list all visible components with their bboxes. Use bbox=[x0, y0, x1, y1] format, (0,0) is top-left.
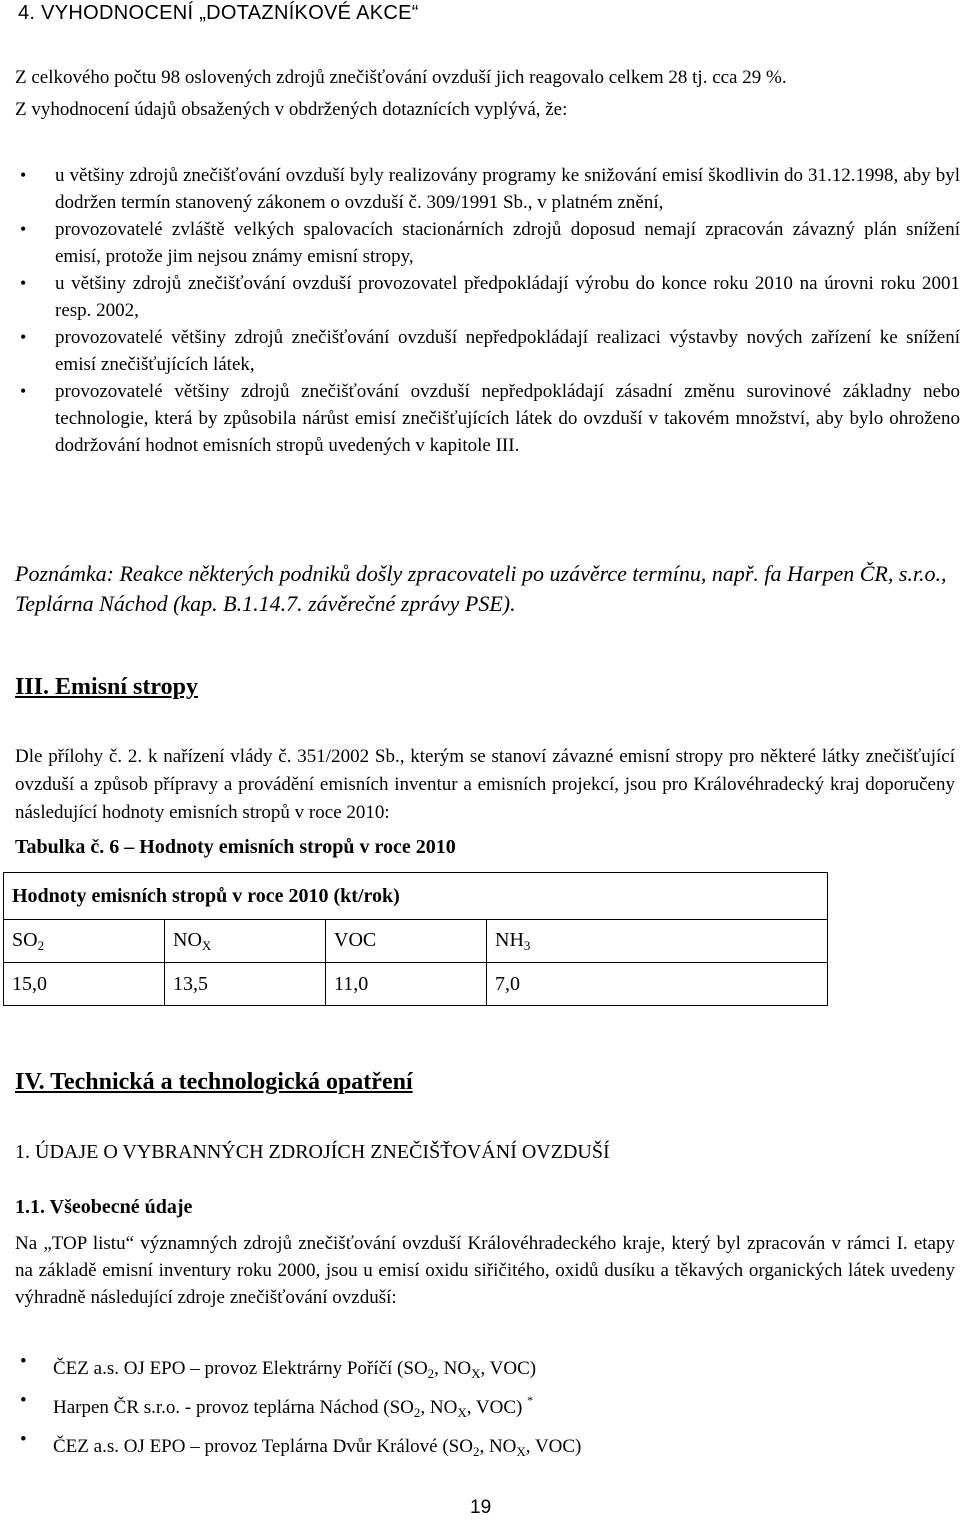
emission-ceilings-paragraph: Dle přílohy č. 2. k nařízení vlády č. 351/2002 Sb., kterým se stanoví závazné emisní stropy pro některé látky znečišťující ovzduší a způsob přípravy a provádění emisních inventur a emisních projekcí, jsou pro Královéhradecký kraj doporučeny následující hodnoty emisních stropů v roce 2010: bbox=[15, 746, 955, 823]
table-caption: Tabulka č. 6 – Hodnoty emisních stropů v roce 2010 bbox=[15, 836, 456, 858]
table-cell: 13,5 bbox=[165, 963, 326, 1006]
source-item: • ČEZ a.s. OJ EPO – provoz Teplárna Dvůr Králové ($SO_2$, $NO_X$, VOC) bbox=[15, 1426, 915, 1465]
finding-item: • u většiny zdrojů znečišťování ovzduší provozovatel předpokládají výrobu do konce roku 2010 na úrovni roku 2001 resp. 2002, bbox=[15, 270, 960, 324]
subsection-heading-general: 1.1. Všeobecné údaje bbox=[15, 1196, 193, 1218]
finding-item: • provozovatelé zvláště velkých spalovacích stacionárních zdrojů doposud nemají zpracován závazný plán snížení emisí, protože jim nejsou známy emisní stropy, bbox=[15, 216, 960, 270]
source-item: • ČEZ a.s. OJ EPO – provoz Elektrárny Poříčí ($SO_2$, $NO_X$, VOC) bbox=[15, 1348, 915, 1387]
table-header-row bbox=[4, 873, 828, 920]
page-number: 19 bbox=[470, 1497, 492, 1518]
finding-item: • provozovatelé většiny zdrojů znečišťování ovzduší nepředpokládají realizaci výstavby nových zařízení ke snížení emisí znečišťujících látek, bbox=[15, 324, 960, 378]
table-row bbox=[4, 920, 828, 963]
table-header: Hodnoty emisních stropů v roce 2010 (kt/rok) bbox=[4, 873, 828, 920]
note: Poznámka: Reakce některých podniků došly zpracovateli po uzávěrce termínu, např. fa Harpen ČR, s.r.o., Teplárna Náchod (kap. B.1.14.7. závěrečné zprávy PSE). bbox=[15, 561, 947, 616]
table-cell: 11,0 bbox=[326, 963, 487, 1006]
finding-item: • u většiny zdrojů znečišťování ovzduší byly realizovány programy ke snižování emisí škodlivin do 31.12.1998, aby byl dodržen termín stanovený zákonem o ovzduší č. 309/1991 Sb., v platném znění, bbox=[15, 162, 960, 216]
table-col-so2: $SO_2$ bbox=[4, 920, 165, 963]
emission-ceilings-table bbox=[3, 872, 828, 1006]
table-row bbox=[4, 963, 828, 1006]
subsection-heading-sources: 1. ÚDAJE O VYBRANNÝCH ZDROJÍCH ZNEČIŠŤOVÁNÍ OVZDUŠÍ bbox=[15, 1141, 610, 1163]
table-col-nox: $NO_X$ bbox=[165, 920, 326, 963]
sources-list bbox=[15, 1348, 915, 1465]
source-item: • Harpen ČR s.r.o. - provoz teplárna Náchod ($SO_2$, $NO_X$, VOC) * bbox=[15, 1387, 915, 1426]
footnote-marker: * bbox=[527, 1393, 534, 1407]
intro-line-2: Z vyhodnocení údajů obsažených v obdržených dotaznících vyplývá, že: bbox=[15, 99, 568, 120]
table-cell: 15,0 bbox=[4, 963, 165, 1006]
table-col-nh3: $NH_3$ bbox=[487, 920, 828, 963]
table-cell: 7,0 bbox=[487, 963, 828, 1006]
finding-item: • provozovatelé většiny zdrojů znečišťování ovzduší nepředpokládají zásadní změnu surovinové základny nebo technologie, která by způsobila nárůst emisí znečišťujících látek do ovzduší v takovém množství, aby bylo ohroženo dodržování hodnot emisních stropů uvedených v kapitole III. bbox=[15, 378, 960, 459]
findings-list bbox=[15, 162, 960, 459]
section-heading-emission-ceilings: III. Emisní stropy bbox=[15, 674, 198, 700]
section-heading-evaluation: 4. VYHODNOCENÍ „DOTAZNÍKOVÉ AKCE“ bbox=[18, 2, 419, 24]
general-info-paragraph: Na „TOP listu“ významných zdrojů znečišťování ovzduší Královéhradeckého kraje, který byl zpracován v rámci I. etapy na základě emisní inventury roku 2000, jsou u emisí oxidu siřičitého, oxidů dusíku a těkavých organických látek uvedeny výhradně následující zdroje znečišťování ovzduší: bbox=[15, 1233, 955, 1308]
intro-line-1: Z celkového počtu 98 oslovených zdrojů znečišťování ovzduší jich reagovalo celkem 28 tj. cca 29 %. bbox=[15, 67, 787, 88]
table-col-voc: VOC bbox=[326, 920, 487, 963]
section-heading-technical-measures: IV. Technická a technologická opatření bbox=[15, 1069, 413, 1095]
